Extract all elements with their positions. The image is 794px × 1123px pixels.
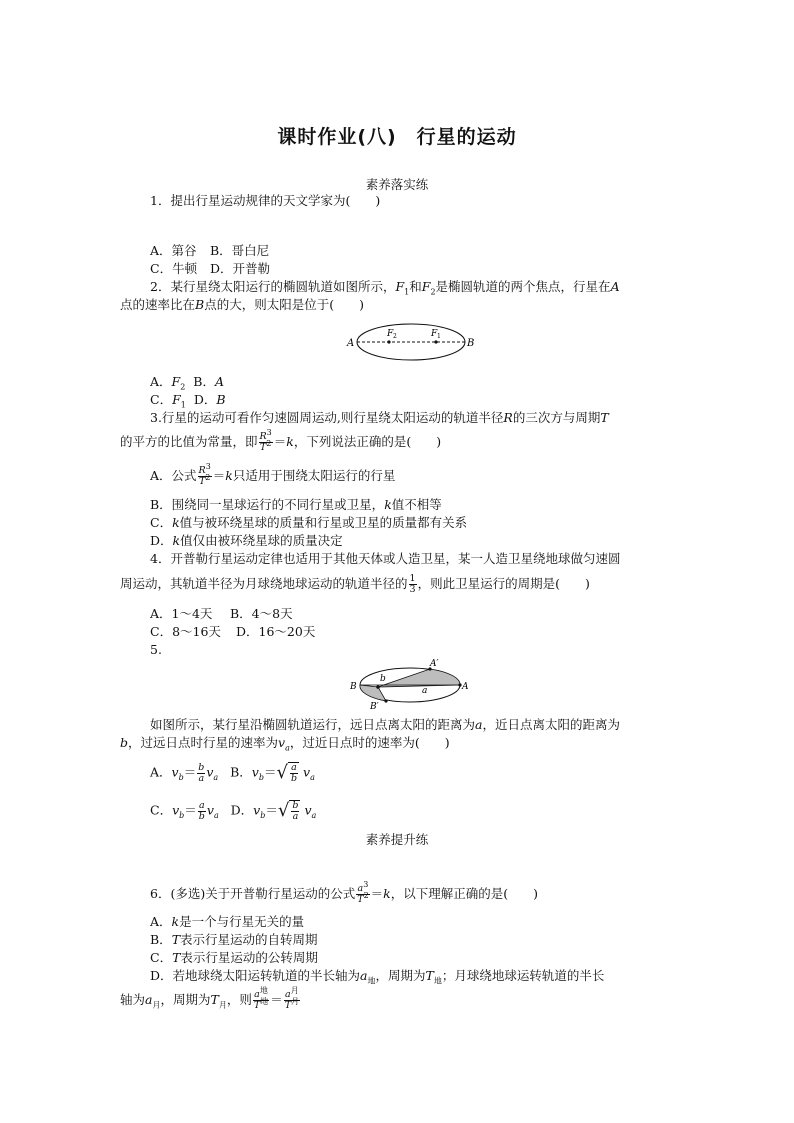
q4-option-b: B．4～8天 <box>230 606 293 621</box>
point-b-label: B <box>350 682 357 692</box>
distance-a-label: a <box>422 686 428 696</box>
elliptical-orbit-diagram <box>345 320 480 370</box>
q6-option-a: A．k是一个与行星无关的量 <box>150 914 305 929</box>
square-root-sign: √ <box>276 762 288 783</box>
focus-f2-subscript: 2 <box>393 333 397 340</box>
q2-options-line1: A．$F_2$ B．A <box>150 374 224 392</box>
q5-options-line1: A．$v_b=$ $\frac{b}{a}$ $v_a$ B．$v_b=√$ $\frac{a}{b}$ $v_a$ <box>150 761 315 784</box>
question-5-stem-line1: 如图所示，某行星沿椭圆轨道运行，远日点离太阳的距离为a，近日点离太阳的距离为 <box>150 717 620 732</box>
point-a-label: A <box>462 682 469 692</box>
earth-kepler-ratio-fraction: $\frac{a^地}{T^地}$ <box>253 985 269 1011</box>
q6-option-c: C．T表示行星运动的公转周期 <box>150 950 318 965</box>
point-b-label: B <box>467 338 475 349</box>
point-a-label: A <box>347 338 355 349</box>
q6-option-d-line1: D．若地球绕太阳运转轨道的半长轴为$a_地$，周期为$T_地$；月球绕地球运转轨道的半长 <box>150 968 605 986</box>
point-b-prime-dot <box>384 699 387 702</box>
moon-kepler-ratio-fraction: $\frac{a^月}{T^月}$ <box>284 985 300 1011</box>
section-heading-practice: 素养落实练 <box>365 177 429 192</box>
q3-option-d: D．k值仅由被环绕星球的质量决定 <box>150 533 343 548</box>
kepler-area-law-diagram <box>350 655 475 710</box>
point-b-prime-label: B′ <box>370 702 379 710</box>
b-over-a-fraction: $\frac{b}{a}$ <box>292 800 299 822</box>
focus-f2-label: F <box>387 329 394 339</box>
question-3-stem-line2: 的平方的比值为常量，即 $\frac{R^3}{T^2}$ ＝k，下列说法正确的是( ) <box>120 427 442 453</box>
question-2-stem-line1: 2．某行星绕太阳运行的椭圆轨道如图所示，$F_1$和$F_2$是椭圆轨道的两个焦点，行星在A <box>150 279 620 297</box>
focus-f1-point <box>434 340 437 343</box>
sun-point <box>376 685 380 689</box>
b-over-a-fraction: $\frac{b}{a}$ <box>198 761 205 784</box>
q5-options-line2: C．$v_b=$ $\frac{a}{b}$ $v_a$ D．$v_b=√$ $\frac{b}{a}$ $v_a$ <box>150 799 317 822</box>
focus-f2-point <box>387 340 390 343</box>
question-3-stem-line1: 3.行星的运动可看作匀速圆周运动,则行星绕太阳运动的轨道半径R的三次方与周期T <box>150 410 609 425</box>
question-6-stem: 6．(多选)关于开普勒行星运动的公式 $\frac{a^3}{T^2}$ ＝k，以下理解正确的是( ) <box>150 879 539 905</box>
q4-option-a: A．1～4天 <box>150 606 213 621</box>
question-5-stem-line2: b，过远日点时行星的速率为$v_a$，过近日点时的速率为( ) <box>120 735 450 753</box>
r3-over-t2-fraction: $\frac{R^3}{T^2}$ <box>198 461 211 487</box>
q1-option-b: B．哥白尼 <box>210 243 270 258</box>
question-5-number: 5. <box>150 642 162 657</box>
square-root-sign: √ <box>277 800 290 821</box>
section-heading-improve: 素养提升练 <box>365 832 429 847</box>
far-sun-shaded-sector <box>378 669 460 687</box>
q4-option-c: C．8～16天 <box>150 624 221 639</box>
question-2-stem-line2: 点的速率比在B点的大，则太阳是位于( ) <box>120 297 364 312</box>
q1-option-a: A．第谷 <box>150 243 197 258</box>
q3-option-b: B．围绕同一星球运行的不同行星或卫星，k值不相等 <box>150 497 442 512</box>
q1-option-c: C．牛顿 <box>150 261 198 276</box>
q6-option-d-line2: 轴为$a_月$，周期为$T_月$，则 $\frac{a^地}{T^地}$ ＝ $\frac{a^月}{T^月}$ <box>120 985 300 1011</box>
question-4-stem-line2: 周运动，其轨道半径为月球绕地球运动的轨道半径的 $\frac{1}{3}$ ，则此卫星运行的周期是( ) <box>120 573 590 595</box>
q3-option-c: C．k值与被环绕星球的质量和行星或卫星的质量都有关系 <box>150 515 468 530</box>
q1-option-d: D．开普勒 <box>210 261 271 276</box>
q2-options-line2: C．$F_1$ D．B <box>150 392 226 410</box>
a-over-b-fraction: $\frac{a}{b}$ <box>198 799 205 822</box>
distance-b-label: b <box>380 674 386 684</box>
q3-option-a: A．公式 $\frac{R^3}{T^2}$ ＝k只适用于围绕太阳运行的行星 <box>150 461 396 487</box>
question-1-stem: 1．提出行星运动规律的天文学家为( ) <box>150 193 381 208</box>
focus-f1-label: F <box>431 329 438 339</box>
q4-option-d: D．16～20天 <box>236 624 316 639</box>
focus-f1-subscript: 1 <box>437 333 441 340</box>
question-4-stem-line1: 4．开普勒行星运动定律也适用于其他天体或人造卫星，某一人造卫星绕地球做匀速圆 <box>150 551 621 566</box>
point-a-prime-label: A′ <box>430 659 439 669</box>
a3-over-t2-fraction: $\frac{a^3}{T^2}$ <box>357 879 369 905</box>
q6-option-b: B．T表示行星运动的自转周期 <box>150 932 318 947</box>
near-sun-shaded-sector <box>360 685 386 701</box>
one-third-fraction: $\frac{1}{3}$ <box>409 573 416 595</box>
a-over-b-fraction: $\frac{a}{b}$ <box>290 762 298 784</box>
r3-over-t2-fraction: $\frac{R^3}{T^2}$ <box>259 427 272 453</box>
page-title: 课时作业(八) 行星的运动 <box>277 126 517 148</box>
